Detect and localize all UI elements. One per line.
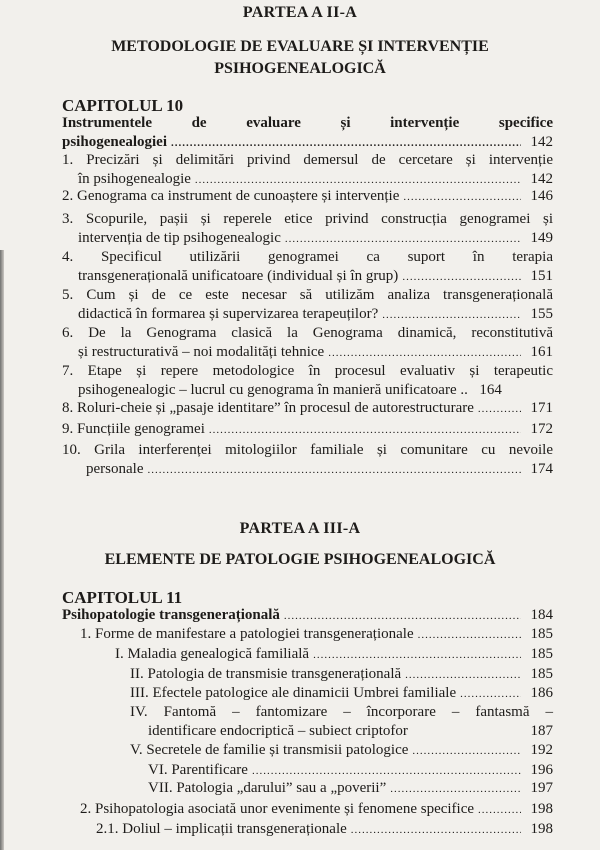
toc-subentry-text: VI. Parentificare <box>148 762 248 778</box>
toc-entry-text: 9. Funcțiile genogramei <box>62 421 205 437</box>
part-title-line2: PSIHOGENEALOGICĂ <box>214 60 386 77</box>
dot-leader <box>390 780 521 799</box>
part-title: ELEMENTE DE PATOLOGIE PSIHOGENEALOGICĂ <box>104 551 496 568</box>
page-number: 198 <box>530 801 553 817</box>
toc-subentry-text: II. Patologia de transmisie transgenerațională <box>130 666 402 682</box>
page-number: 142 <box>530 134 553 150</box>
chapter-title <box>62 606 553 626</box>
toc-row <box>80 625 553 645</box>
part-title-line1: METODOLOGIE DE EVALUARE ȘI INTERVENȚIE <box>111 38 489 55</box>
toc-subentry <box>130 741 553 761</box>
toc-entry <box>62 324 553 363</box>
page-number: 146 <box>530 188 553 204</box>
page-number: 186 <box>530 685 553 701</box>
toc-entry <box>62 286 553 325</box>
chapter-title <box>62 114 553 153</box>
toc-subentry <box>96 820 553 840</box>
toc-row <box>130 722 553 742</box>
toc-entry-line2: intervenția de tip psihogenealogic <box>78 230 281 246</box>
chapter-title-line2: psihogenealogiei <box>62 134 168 150</box>
part-heading: PARTEA A II-A <box>242 4 358 21</box>
dot-leader <box>405 666 521 685</box>
dot-leader <box>460 685 521 704</box>
toc-row <box>62 133 553 153</box>
dot-leader <box>478 801 521 820</box>
page-number: 192 <box>530 742 553 758</box>
toc-entry-line1: 10. Grila interferenței mitologiilor familiale și comunitare cu nevoile <box>62 442 553 458</box>
toc-entry-line2: transgenerațională unificatoare (individual și în grup) <box>78 268 399 284</box>
page-number: 185 <box>530 666 553 682</box>
page-number: 149 <box>530 230 553 246</box>
toc-subentry <box>115 645 553 665</box>
toc-subentry <box>130 684 553 704</box>
toc-row <box>62 606 553 626</box>
dot-leader <box>403 188 521 207</box>
toc-row <box>148 761 553 781</box>
toc-subentry-text: 2.1. Doliul – implicații transgeneraționale <box>96 821 347 837</box>
page-number: 185 <box>530 626 553 642</box>
toc-row <box>62 381 553 400</box>
dot-leader <box>209 421 521 440</box>
toc-entry <box>62 362 553 400</box>
toc-row <box>130 684 553 704</box>
toc-entry <box>62 420 553 440</box>
page-number: 196 <box>530 762 553 778</box>
page-number: 151 <box>530 268 553 284</box>
toc-row <box>62 305 553 325</box>
toc-entry-text: 8. Roluri-cheie și „pasaje identitare” în procesul de autorestructurare <box>62 400 474 416</box>
toc-row <box>148 779 553 799</box>
toc-entry <box>62 441 553 480</box>
toc-entry-line1: 1. Precizări și delimitări privind demersul de cercetare și intervenție <box>62 152 553 168</box>
page-number: 171 <box>530 400 553 416</box>
toc-row <box>62 420 553 440</box>
toc-subentry-text: V. Secretele de familie și transmisii patologice <box>130 742 409 758</box>
toc-subentry <box>148 779 553 799</box>
dot-leader <box>382 306 521 325</box>
dot-leader <box>351 821 521 840</box>
page-number: 161 <box>530 344 553 360</box>
page-number: 187 <box>530 723 553 739</box>
toc-entry-line2: didactică în formarea și supervizarea terapeuților? <box>78 306 379 322</box>
toc-row <box>62 187 553 207</box>
dot-leader <box>412 742 521 761</box>
page-number: 198 <box>530 821 553 837</box>
chapter-title-text: Psihopatologie transgenerațională <box>62 607 280 623</box>
toc-row <box>62 399 553 419</box>
page-number: 174 <box>530 461 553 477</box>
toc-row <box>80 800 553 820</box>
dot-leader <box>478 400 521 419</box>
toc-entry-text: 2. Genograma ca instrument de cunoaștere și intervenție <box>62 188 400 204</box>
page-number: 164 <box>479 382 502 398</box>
toc-subentry-line2: identificare endocriptică – subiect criptofor <box>148 723 408 739</box>
toc-row <box>62 460 553 480</box>
dot-leader <box>328 344 521 363</box>
page-number: 197 <box>530 780 553 796</box>
dot-leader <box>284 607 521 626</box>
toc-subentry-line1: IV. Fantomă – fantomizare – încorporare – fantasmă – <box>130 704 553 720</box>
toc-entry <box>80 625 553 645</box>
toc-subentry <box>130 665 553 685</box>
toc-entry-line1: 3. Scopurile, pașii și reperele etice privind construcția genogramei și <box>62 211 553 227</box>
toc-subentry-text: I. Maladia genealogică familială <box>115 646 310 662</box>
toc-entry-text: 2. Psihopatologia asociată unor evenimente și fenomene specifice <box>80 801 475 817</box>
page-number: 185 <box>530 646 553 662</box>
page-number: 142 <box>530 171 553 187</box>
toc-entry-line2: și restructurativă – noi modalități tehnice <box>78 344 325 360</box>
page-number: 184 <box>530 607 553 623</box>
toc-subentry <box>148 761 553 781</box>
chapter-label: CAPITOLUL 10 <box>62 96 184 115</box>
toc-subentry-text: VII. Patologia „darului” sau a „poverii” <box>148 780 387 796</box>
toc-entry-line1: 4. Specificul utilizării genogramei ca suport în terapia <box>62 249 553 265</box>
toc-row <box>62 343 553 363</box>
toc-entry-line1: 5. Cum și de ce este necesar să utilizăm analiza transgenerațională <box>62 287 553 303</box>
toc-entry-line1: 6. De la Genograma clasică la Genograma dinamică, reconstitutivă <box>62 325 553 341</box>
toc-entry-line2: psihogenealogic – lucrul cu genograma în manieră unificatoare .. <box>78 382 468 398</box>
dot-leader <box>313 646 521 665</box>
toc-row <box>62 229 553 249</box>
toc-entry-line2: în psihogenealogie <box>78 171 191 187</box>
toc-entry <box>62 187 553 207</box>
page-number: 155 <box>530 306 553 322</box>
dot-leader <box>147 461 521 480</box>
toc-entry <box>62 399 553 419</box>
toc-entry-line2: personale <box>86 461 144 477</box>
dot-leader <box>285 230 521 249</box>
toc-subentry <box>130 703 553 742</box>
chapter-label: CAPITOLUL 11 <box>62 588 183 607</box>
toc-row <box>96 820 553 840</box>
toc-row <box>115 645 553 665</box>
dot-leader <box>418 626 521 645</box>
toc-entry <box>80 800 553 820</box>
toc-row <box>62 267 553 287</box>
part-heading: PARTEA A III-A <box>239 520 361 537</box>
toc-entry-text: 1. Forme de manifestare a patologiei transgeneraționale <box>80 626 414 642</box>
chapter-title-line1: Instrumentele de evaluare și intervenție specifice <box>62 115 553 131</box>
toc-row <box>130 665 553 685</box>
toc-row <box>130 741 553 761</box>
toc-subentry-text: III. Efectele patologice ale dinamicii Umbrei familiale <box>130 685 457 701</box>
dot-leader <box>402 268 521 287</box>
toc-entry <box>62 210 553 249</box>
toc-entry-line1: 7. Etape și repere metodologice în procesul evaluativ și terapeutic <box>62 363 553 379</box>
page-number: 172 <box>530 421 553 437</box>
toc-entry <box>62 151 553 190</box>
toc-entry <box>62 248 553 287</box>
